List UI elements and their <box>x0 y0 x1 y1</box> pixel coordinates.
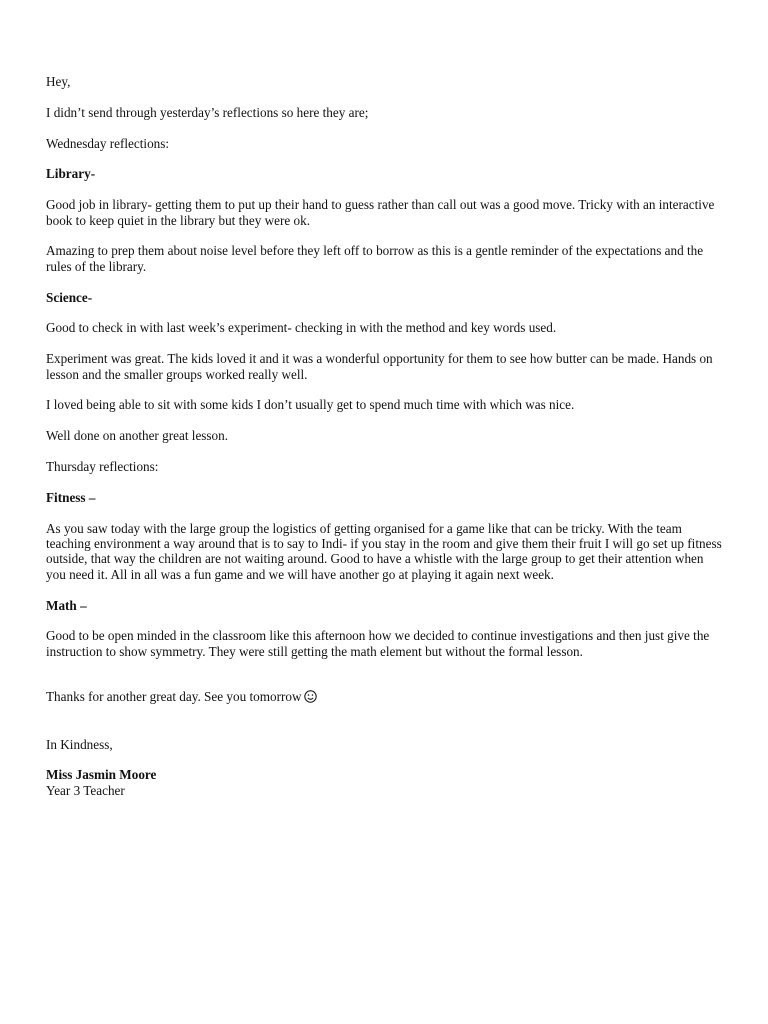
science-paragraph-4: Well done on another great lesson. <box>46 428 229 444</box>
closing-line-text: Thanks for another great day. See you tomorrow <box>46 689 302 705</box>
letter-body <box>46 74 726 798</box>
thursday-heading: Thursday reflections: <box>46 458 159 474</box>
intro-paragraph: I didn’t send through yesterday’s reflections so here they are; <box>46 104 369 120</box>
science-heading: Science- <box>46 289 93 305</box>
science-paragraph-3: I loved being able to sit with some kids I don’t usually get to spend much time with which was nice. <box>46 397 575 413</box>
science-paragraph-1: Good to check in with last week’s experiment- checking in with the method and key words used. <box>46 320 557 336</box>
library-paragraph-1: Good job in library- getting them to put up their hand to guess rather than call out was a good move. Tricky with an interactive book to keep quiet in the library but they were ok. <box>46 197 715 228</box>
greeting: Hey, <box>46 74 71 89</box>
library-heading: Library- <box>46 166 96 182</box>
signoff: In Kindness, <box>46 736 113 752</box>
fitness-paragraph-1: As you saw today with the large group the logistics of getting organised for a game like that can be tricky. With the team teaching environment a way around that is to say to Indi- if you stay in the room and give them their fruit I will go set up fitness outside, that way the children are not waiting around. Good to have a whistle with the large group to get their attention when you need it. All in all was a fun game and we will have another go at playing it again next week. <box>46 520 722 582</box>
math-paragraph-1: Good to be open minded in the classroom like this afternoon how we decided to continue investigations and then just give the instruction to show symmetry. They were still getting the math element but without the formal lesson. <box>46 628 710 659</box>
smiley-face-icon <box>304 690 317 706</box>
wednesday-heading: Wednesday reflections: <box>46 135 170 151</box>
math-heading: Math – <box>46 597 87 613</box>
library-paragraph-2: Amazing to prep them about noise level before they left off to borrow as this is a gentle reminder of the expectations and the rules of the library. <box>46 243 704 274</box>
signature-role: Year 3 Teacher <box>46 782 125 798</box>
signature-block <box>46 767 726 798</box>
science-paragraph-2: Experiment was great. The kids loved it and it was a wonderful opportunity for them to see how butter can be made. Hands on lesson and the smaller groups worked really well. <box>46 351 713 382</box>
closing-line <box>46 689 726 706</box>
signature-name: Miss Jasmin Moore <box>46 767 157 783</box>
fitness-heading: Fitness – <box>46 489 96 505</box>
